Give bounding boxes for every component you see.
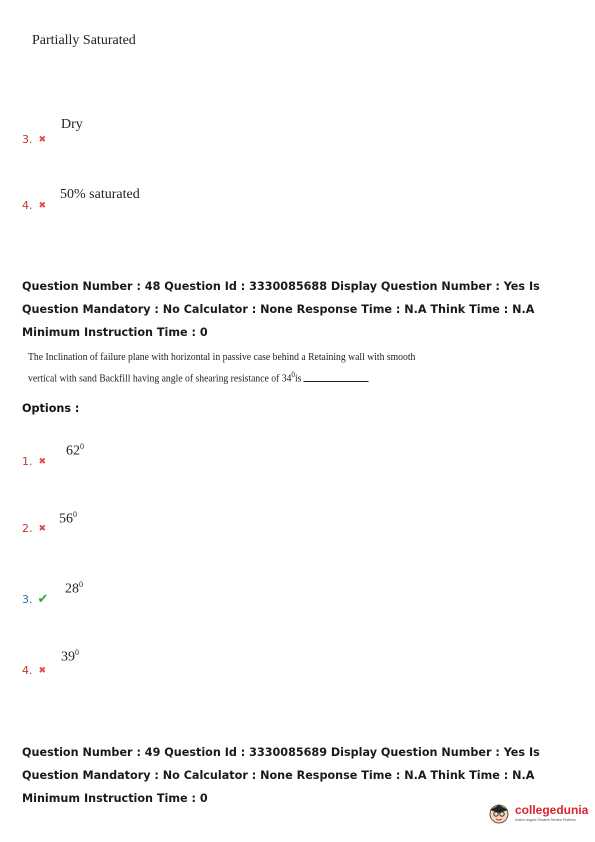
q48-option-3-text: $28^0$ (65, 580, 83, 597)
question-48-text (28, 348, 442, 388)
check-icon: ✔ (37, 592, 49, 607)
question-text-line-1: The Inclination of failure plane with horizontal in passive case behind a Retaining wall with smooth (28, 351, 416, 363)
q48-option-3-marker (22, 592, 48, 607)
q48-option-2-text: $56^0$ (59, 510, 77, 527)
options-label: Options : (22, 402, 80, 415)
option-number: 1. (22, 455, 33, 468)
option-2-text: Partially Saturated (32, 33, 136, 48)
option-4-text: 50% saturated (60, 187, 140, 202)
answer-blank (303, 371, 368, 382)
cross-icon: ✖ (38, 200, 47, 211)
collegedunia-logo (487, 801, 588, 825)
option-number: 2. (22, 522, 33, 535)
cross-icon: ✖ (38, 665, 47, 676)
option-number: 3. (22, 133, 33, 146)
option-number: 3. (22, 593, 33, 606)
option-number: 4. (22, 199, 33, 212)
logo-name: collegedunia (515, 803, 589, 817)
q48-option-4-text: $39^0$ (61, 648, 79, 665)
cross-icon: ✖ (38, 456, 47, 467)
question-49-meta: Question Number : 49 Question Id : 3330085689 Display Question Number : Yes Is Question Mandatory : No Calculator : None Response Time : N.A Think Time : N.A Minimum Instruction Time : 0 (22, 746, 540, 805)
option-3-marker (22, 133, 46, 146)
option-4-marker (22, 199, 46, 212)
logo-tagline: India's largest Student Review Platform (515, 818, 576, 822)
question-text-line-2: vertical with sand Backfill having angle of shearing resistance of $34^0is$ (28, 366, 442, 388)
option-3-text: Dry (61, 117, 83, 132)
cross-icon: ✖ (38, 134, 47, 145)
q48-option-4-marker (22, 664, 46, 677)
cross-icon: ✖ (38, 523, 47, 534)
option-number: 4. (22, 664, 33, 677)
mascot-icon (487, 801, 511, 825)
q48-option-1-text: $62^0$ (66, 442, 84, 459)
q48-option-2-marker (22, 522, 46, 535)
question-48-meta: Question Number : 48 Question Id : 3330085688 Display Question Number : Yes Is Question Mandatory : No Calculator : None Response Time : N.A Think Time : N.A Minimum Instruction Time : 0 (22, 280, 540, 339)
q48-option-1-marker (22, 455, 46, 468)
